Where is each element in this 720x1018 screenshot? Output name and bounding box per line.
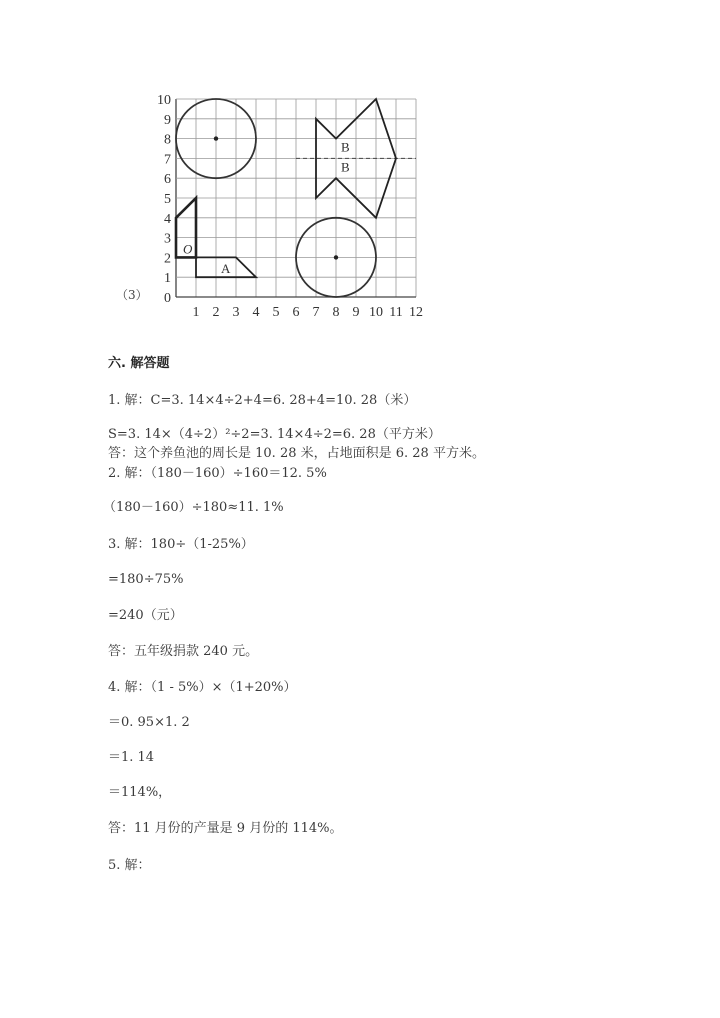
x-tick-label: 5	[272, 305, 280, 320]
answer-line: ＝0. 95×1. 2	[108, 715, 190, 730]
answer-line: =240（元）	[108, 608, 183, 623]
y-tick-label: 2	[164, 251, 171, 267]
x-tick-label: 1	[192, 305, 200, 320]
x-tick-label: 6	[292, 305, 300, 320]
circle-center-dot	[334, 255, 338, 259]
x-tick-label: 11	[389, 305, 403, 320]
y-tick-label: 0	[164, 291, 171, 306]
y-tick-label: 5	[164, 192, 171, 207]
section-title: 六. 解答题	[108, 356, 170, 371]
answer-line: 3. 解：180÷（1-25%）	[108, 537, 254, 552]
answer-line: 答：这个养鱼池的周长是 10. 28 米，占地面积是 6. 28 平方米。	[108, 446, 485, 461]
shape-label: B	[341, 159, 350, 175]
y-tick-label: 3	[164, 231, 171, 247]
answer-line: （180－160）÷180≈11. 1%	[103, 500, 284, 515]
answer-line: 答：11 月份的产量是 9 月份的 114%。	[108, 821, 343, 836]
x-tick-label: 10	[369, 305, 383, 320]
answer-line: ＝114%，	[108, 785, 172, 800]
shape-label: O	[183, 241, 193, 257]
shape-label: B	[341, 139, 350, 155]
y-tick-label: 9	[164, 112, 171, 128]
y-tick-label: 6	[164, 172, 171, 188]
x-tick-label: 12	[409, 305, 423, 320]
y-tick-label: 7	[164, 152, 171, 168]
answer-line: ＝1. 14	[108, 750, 155, 765]
shape-label: A	[221, 261, 231, 277]
x-tick-label: 9	[352, 305, 360, 320]
y-tick-label: 8	[164, 132, 171, 148]
coordinate-grid-figure	[0, 0, 720, 330]
x-tick-label: 8	[332, 305, 340, 320]
x-tick-label: 4	[252, 305, 260, 320]
x-tick-label: 7	[312, 305, 320, 320]
answer-line: =180÷75%	[108, 572, 184, 587]
y-tick-label: 10	[157, 93, 171, 108]
x-tick-label: 2	[212, 305, 220, 320]
figure-part-label: （3）	[116, 288, 148, 302]
answer-line: 2. 解：（180－160）÷160＝12. 5%	[108, 466, 327, 481]
circle-center-dot	[214, 136, 218, 140]
y-tick-label: 4	[164, 211, 171, 227]
y-tick-label: 1	[164, 271, 171, 287]
answer-line: 答：五年级捐款 240 元。	[108, 644, 259, 659]
x-tick-label: 3	[232, 305, 240, 320]
answer-line: 1. 解：C=3. 14×4÷2+4=6. 28+4=10. 28（米）	[108, 393, 417, 408]
answer-line: 4. 解：（1 - 5%）×（1+20%）	[108, 680, 297, 695]
answer-line: S=3. 14×（4÷2）²÷2=3. 14×4÷2=6. 28（平方米）	[108, 427, 441, 442]
answer-line: 5. 解：	[108, 858, 151, 873]
